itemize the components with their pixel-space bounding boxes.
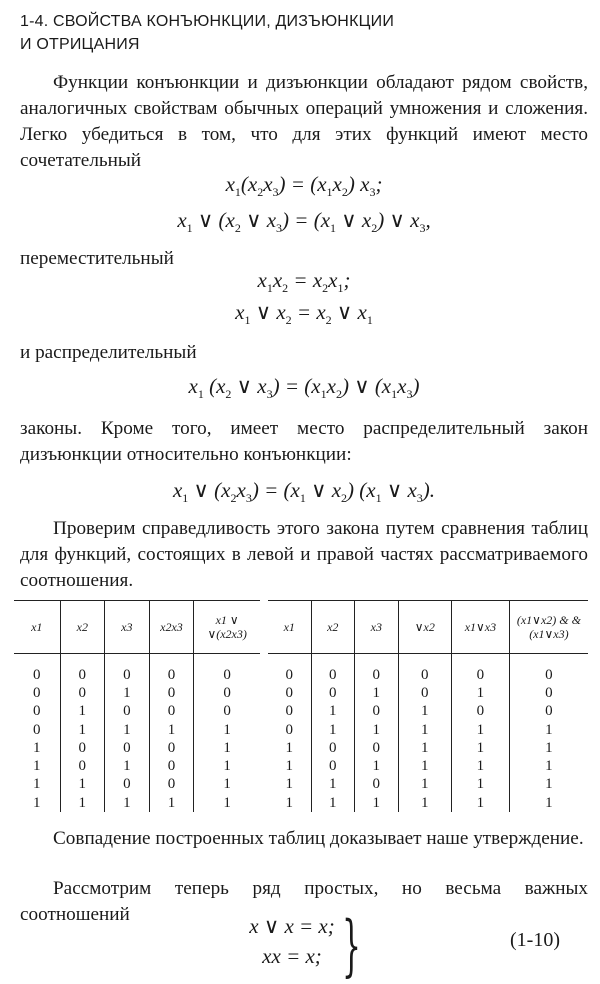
table-cell: 1 xyxy=(311,721,355,739)
table-cell: 0 xyxy=(509,684,588,702)
table-cell: 1 xyxy=(33,758,41,775)
paragraph-conclusion: Совпадение построенных таблиц доказывает наше утверждение. xyxy=(53,828,584,849)
table-cell: 0 xyxy=(398,684,451,702)
table-cell: 1 xyxy=(194,757,260,775)
table-row xyxy=(268,703,588,721)
table-cell: 0 xyxy=(355,654,399,685)
table-cell: 0 xyxy=(452,654,510,685)
table-row xyxy=(268,794,588,812)
table-cell: 1 xyxy=(285,794,293,811)
table-cell: 0 xyxy=(149,684,194,702)
table-row xyxy=(268,684,588,702)
table-cell: 0 xyxy=(355,776,399,794)
table-header: x1∨x3 xyxy=(452,601,510,654)
table-header: x1 xyxy=(268,601,311,654)
table-cell: 1 xyxy=(452,739,510,757)
table-cell: 0 xyxy=(311,654,355,685)
table-cell: 0 xyxy=(149,654,194,685)
table-cell: 0 xyxy=(33,703,41,720)
formula-distributive-disjunction: $x_1$ ∨ $(x_2x_3) = (x_1$ ∨ $x_2$) ($x_1$ ∨ $x_3$). xyxy=(172,478,436,506)
table-cell: 0 xyxy=(149,776,194,794)
table-cell: 1 xyxy=(398,776,451,794)
paragraph-relations-intro: Рассмотрим теперь ряд простых, но весьма важных соотношений xyxy=(20,878,588,925)
table-cell: 1 xyxy=(398,721,451,739)
table-row xyxy=(268,721,588,739)
table-cell: 0 xyxy=(105,739,150,757)
table-cell: 1 xyxy=(285,739,293,756)
paragraph-commutative-label: переместительный xyxy=(20,248,174,269)
table-cell: 0 xyxy=(285,684,293,701)
table-cell: 1 xyxy=(509,721,588,739)
table-cell: 0 xyxy=(285,721,293,738)
table-row xyxy=(268,654,588,685)
table-cell: 1 xyxy=(105,684,150,702)
table-row xyxy=(14,684,260,702)
table-row xyxy=(14,721,260,739)
table-cell: 1 xyxy=(398,757,451,775)
table-cell: 1 xyxy=(285,776,293,793)
table-cell: 1 xyxy=(452,721,510,739)
table-cell: 0 xyxy=(285,703,293,720)
table-cell: 1 xyxy=(355,794,399,812)
table-row xyxy=(14,703,260,721)
table-row xyxy=(14,757,260,775)
table-cell: 1 xyxy=(194,776,260,794)
table-cell: 0 xyxy=(355,703,399,721)
table-row xyxy=(268,739,588,757)
table-cell: 1 xyxy=(509,757,588,775)
paragraph-verify: Проверим справедливость этого закона путем сравнения таблиц для функций, состоящих в левой и правой частях рассматриваемого соотношения. xyxy=(20,518,588,591)
table-cell: 1 xyxy=(398,703,451,721)
table-cell: 1 xyxy=(33,794,41,811)
table-cell: 0 xyxy=(60,684,105,702)
table-cell: 1 xyxy=(452,684,510,702)
table-cell: 1 xyxy=(194,721,260,739)
table-cell: 0 xyxy=(105,703,150,721)
truth-table-left-header-row xyxy=(14,601,260,654)
table-cell: 0 xyxy=(33,684,41,701)
formula-commutative-conjunction: $x_1x_2 = x_2x_1$; xyxy=(257,268,351,296)
table-cell: 0 xyxy=(398,654,451,685)
table-cell: 0 xyxy=(311,684,355,702)
table-cell: 0 xyxy=(311,739,355,757)
table-header: x2 xyxy=(60,601,105,654)
table-cell: 0 xyxy=(60,739,105,757)
table-header: x2x3 xyxy=(149,601,194,654)
table-cell: 1 xyxy=(355,757,399,775)
formula-associative-disjunction: $x_1$ ∨ ($x_2$ ∨ $x_3) = (x_1$ ∨ $x_2$) ∨ $x_3$, xyxy=(177,208,431,236)
table-cell: 1 xyxy=(398,794,451,812)
table-cell: 0 xyxy=(355,739,399,757)
table-cell: 0 xyxy=(285,666,293,683)
table-cell: 0 xyxy=(60,654,105,685)
table-cell: 1 xyxy=(105,721,150,739)
table-cell: 1 xyxy=(60,703,105,721)
table-cell: 1 xyxy=(149,721,194,739)
table-cell: 1 xyxy=(311,776,355,794)
table-cell: 0 xyxy=(149,757,194,775)
table-row xyxy=(268,757,588,775)
table-row xyxy=(14,776,260,794)
table-cell: 1 xyxy=(60,776,105,794)
table-cell: 1 xyxy=(149,794,194,812)
table-cell: 1 xyxy=(33,739,41,756)
formula-distributive-conjunction: $x_1$ ($x_2$ ∨ $x_3) = (x_1x_2)$ ∨ $(x_1x_3)$ xyxy=(188,374,420,402)
table-cell: 0 xyxy=(33,666,41,683)
table-cell: 0 xyxy=(509,654,588,685)
table-cell: 0 xyxy=(105,654,150,685)
table-cell: 0 xyxy=(509,703,588,721)
table-header: x3 xyxy=(105,601,150,654)
table-cell: 1 xyxy=(311,703,355,721)
table-cell: 0 xyxy=(105,776,150,794)
table-cell: 1 xyxy=(452,776,510,794)
table-cell: 1 xyxy=(311,794,355,812)
table-cell: 1 xyxy=(398,739,451,757)
formula-associative-conjunction: $x_1(x_2x_3) = (x_1x_2)$ $x_3$; xyxy=(225,172,383,200)
table-cell: 1 xyxy=(509,739,588,757)
table-cell: 0 xyxy=(194,684,260,702)
equation-number: (1-10) xyxy=(510,929,560,951)
table-header: x1 xyxy=(14,601,60,654)
table-cell: 1 xyxy=(33,776,41,793)
table-cell: 1 xyxy=(509,794,588,812)
table-row xyxy=(14,654,260,685)
table-cell: 1 xyxy=(105,794,150,812)
table-cell: 1 xyxy=(452,794,510,812)
table-cell: 0 xyxy=(60,757,105,775)
formula-idempotent-disjunction: x ∨ x = x; xyxy=(249,914,335,938)
table-header: x2 xyxy=(311,601,355,654)
truth-table-right-header-row xyxy=(268,601,588,654)
table-header: x3 xyxy=(355,601,399,654)
table-cell: 0 xyxy=(194,654,260,685)
table-cell: 1 xyxy=(285,758,293,775)
table-row xyxy=(14,739,260,757)
table-cell: 0 xyxy=(452,703,510,721)
table-row xyxy=(268,776,588,794)
table-header: ∨x2 xyxy=(398,601,451,654)
paragraph-distributive-label: и распределительный xyxy=(20,342,197,363)
table-header: (x1∨x2) & & (x1∨x3) xyxy=(509,601,588,654)
table-cell: 1 xyxy=(105,757,150,775)
section-heading-line-1: 1-4. СВОЙСТВА КОНЪЮНКЦИИ, ДИЗЪЮНКЦИИ xyxy=(20,13,395,30)
truth-table-right xyxy=(268,600,588,812)
section-heading xyxy=(20,10,394,56)
table-cell: 1 xyxy=(355,684,399,702)
table-cell: 0 xyxy=(149,703,194,721)
section-heading-line-2: И ОТРИЦАНИЯ xyxy=(20,36,140,53)
table-row xyxy=(14,794,260,812)
table-cell: 1 xyxy=(194,794,260,812)
paragraph-laws: законы. Кроме того, имеет место распределительный закон дизъюнкции относительно конъюнкции: xyxy=(20,418,588,465)
table-cell: 1 xyxy=(60,721,105,739)
table-header: x1 ∨ ∨(x2x3) xyxy=(194,601,260,654)
table-cell: 1 xyxy=(60,794,105,812)
table-cell: 0 xyxy=(194,703,260,721)
truth-table-left xyxy=(14,600,260,812)
table-cell: 1 xyxy=(509,776,588,794)
table-cell: 0 xyxy=(149,739,194,757)
table-cell: 1 xyxy=(194,739,260,757)
paragraph-intro: Функции конъюнкции и дизъюнкции обладают рядом свойств, аналогичных свойствам обычных операций умножения и сложения. Легко убедиться в том, что для этих функций имеют место сочетательный xyxy=(20,72,588,171)
table-cell: 0 xyxy=(311,757,355,775)
table-cell: 0 xyxy=(33,721,41,738)
right-brace: } xyxy=(342,907,361,984)
table-cell: 1 xyxy=(452,757,510,775)
formula-idempotent-conjunction: xx = x; xyxy=(262,944,322,968)
table-cell: 1 xyxy=(355,721,399,739)
formula-commutative-disjunction: $x_1$ ∨ $x_2 = x_2$ ∨ $x_1$ xyxy=(235,300,373,328)
